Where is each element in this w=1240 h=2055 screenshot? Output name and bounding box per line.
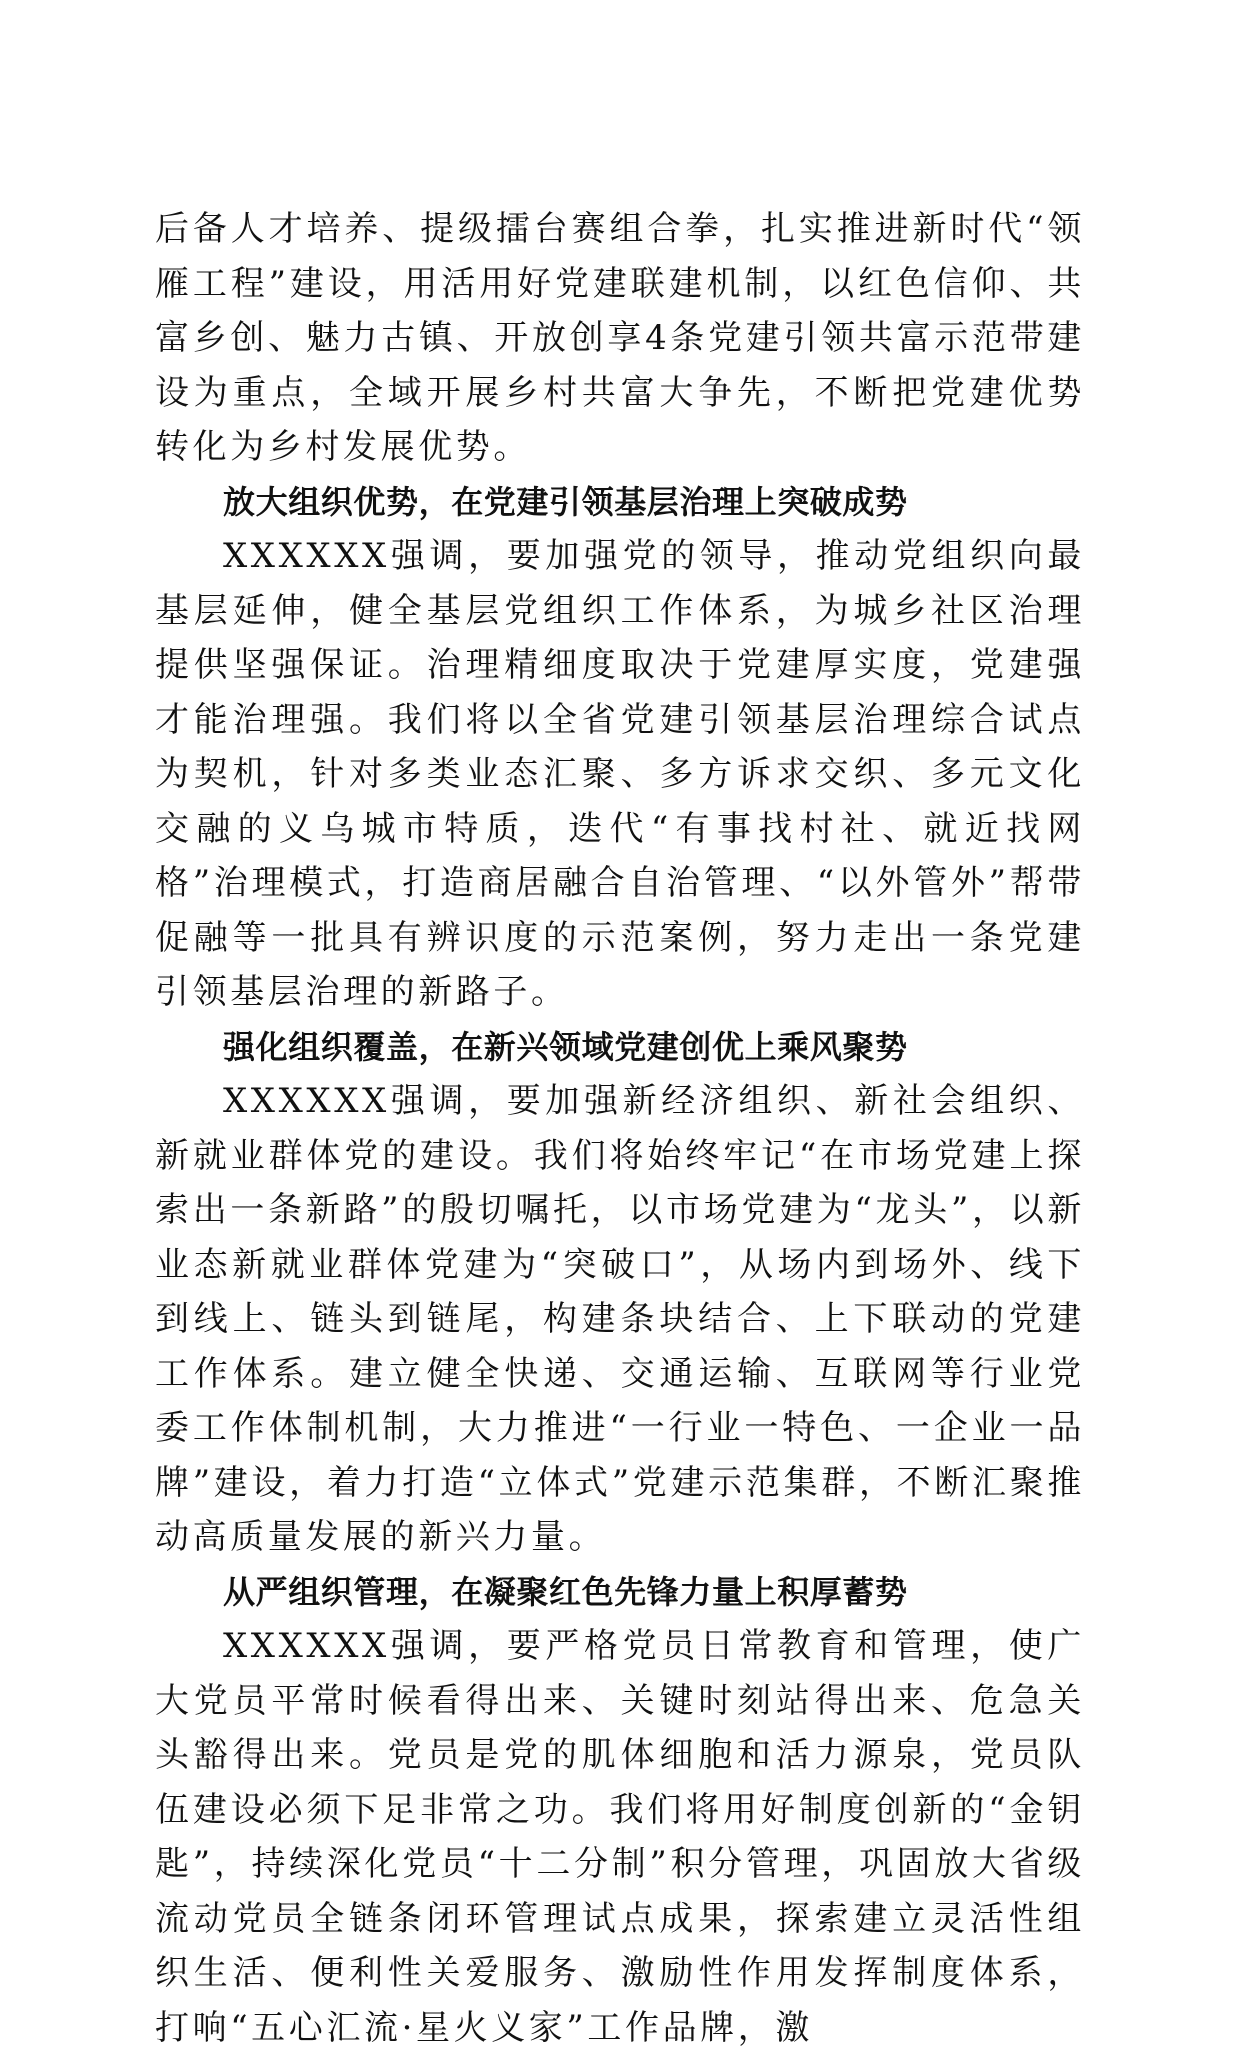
section-heading: 强化组织覆盖，在新兴领域党建创优上乘风聚势: [155, 1020, 1085, 1075]
section-paragraph: XXXXXX强调，要加强党的领导，推动党组织向最基层延伸，健全基层党组织工作体系，为城乡社区治理提供坚强保证。治理精细度取决于党建厚实度，党建强才能治理强。我们将以全省党建引领基层治理综合试点为契机，针对多类业态汇聚、多方诉求交织、多元文化交融的义乌城市特质，迭代“有事找村社、就近找网格”治理模式，打造商居融合自治管理、“以外管外”帮带促融等一批具有辨识度的示范案例，努力走出一条党建引领基层治理的新路子。: [155, 529, 1085, 1020]
section-organization-advantage: [155, 475, 1085, 1020]
document-body: [155, 202, 1085, 2055]
section-paragraph: XXXXXX强调，要严格党员日常教育和管理，使广大党员平常时候看得出来、关键时刻站得出来、危急关头豁得出来。党员是党的肌体细胞和活力源泉，党员队伍建设必须下足非常之功。我们将用好制度创新的“金钥匙”，持续深化党员“十二分制”积分管理，巩固放大省级流动党员全链条闭环管理试点成果，探索建立灵活性组织生活、便利性关爱服务、激励性作用发挥制度体系，打响“五心汇流·星火义家”工作品牌，激: [155, 1619, 1085, 2055]
section-heading: 放大组织优势，在党建引领基层治理上突破成势: [155, 475, 1085, 530]
section-organization-management: [155, 1565, 1085, 2055]
continuation-paragraph: 后备人才培养、提级擂台赛组合拳，扎实推进新时代“领雁工程”建设，用活用好党建联建机制，以红色信仰、共富乡创、魅力古镇、开放创享4条党建引领共富示范带建设为重点，全域开展乡村共富大争先，不断把党建优势转化为乡村发展优势。: [155, 202, 1085, 475]
section-heading: 从严组织管理，在凝聚红色先锋力量上积厚蓄势: [155, 1565, 1085, 1620]
section-organization-coverage: [155, 1020, 1085, 1565]
section-paragraph: XXXXXX强调，要加强新经济组织、新社会组织、新就业群体党的建设。我们将始终牢记“在市场党建上探索出一条新路”的殷切嘱托，以市场党建为“龙头”，以新业态新就业群体党建为“突破口”，从场内到场外、线下到线上、链头到链尾，构建条块结合、上下联动的党建工作体系。建立健全快递、交通运输、互联网等行业党委工作体制机制，大力推进“一行业一特色、一企业一品牌”建设，着力打造“立体式”党建示范集群，不断汇聚推动高质量发展的新兴力量。: [155, 1074, 1085, 1565]
